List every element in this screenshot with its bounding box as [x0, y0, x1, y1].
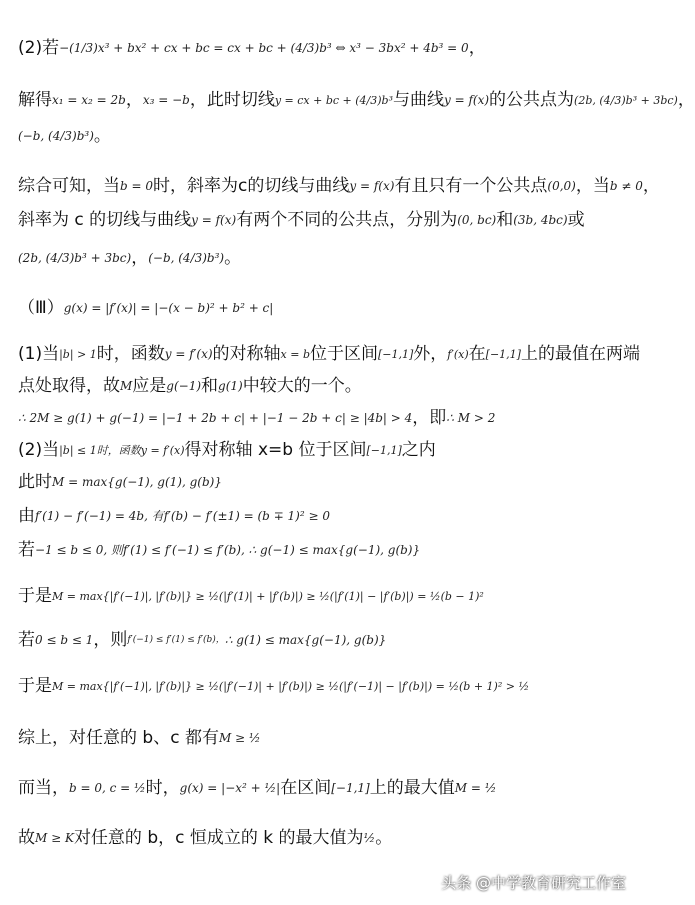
line-13 — [18, 508, 330, 525]
formula: g(x) = |−x² + ½| — [179, 781, 281, 795]
text: 综上，对任意的 b、c 都有 — [18, 728, 219, 748]
formula: b = 0, c = ½ — [69, 781, 146, 795]
text: 若 — [18, 630, 35, 650]
formula: M ≥ ½ — [218, 731, 261, 745]
text: 上的最值在两端 — [520, 344, 640, 364]
formula: [−1,1] — [366, 443, 402, 457]
text: 时，函数 — [96, 344, 165, 364]
formula: −1 ≤ b ≤ 0, 则f′(1) ≤ f′(−1) ≤ f′(b), ∴ g(−1) ≤ max{g(−1), g(b)} — [35, 543, 421, 557]
formula: f′(x) — [447, 347, 469, 361]
text: ，即 — [412, 408, 447, 428]
text: 于是 — [18, 586, 52, 606]
line-14 — [18, 542, 420, 559]
text: 和 — [201, 376, 219, 396]
text: 时，斜率为c的切线与曲线 — [153, 176, 350, 196]
formula: −(1/3)x³ + bx² + cx + bc = cx + bc + (4/3)b³ ⇔ x³ − 3bx² + 4b³ = 0 — [59, 41, 469, 55]
formula: f′(1) − f′(−1) = 4b, 有f′(b) − f′(±1) = (b ∓ 1)² ≥ 0 — [35, 509, 330, 523]
text: 在区间 — [280, 778, 332, 798]
text: (2)若 — [18, 38, 60, 58]
line-6 — [18, 250, 241, 267]
text: 外， — [413, 344, 448, 364]
line-7 — [18, 300, 273, 317]
formula: y = f(x) — [349, 179, 395, 193]
text: 得对称轴 x=b 位于区间 — [184, 440, 367, 460]
text: 的对称轴 — [212, 344, 281, 364]
text: （Ⅲ） — [18, 298, 64, 318]
line-17 — [18, 678, 529, 695]
line-11 — [18, 442, 436, 459]
text: 点处取得，故 — [18, 376, 120, 396]
text: ， — [468, 38, 486, 58]
formula: (0,0) — [547, 179, 576, 193]
text: 斜率为 c 的切线与曲线 — [18, 210, 192, 230]
formula: |b| ≤ 1时，函数y = f′(x) — [59, 443, 185, 457]
text: 应是 — [132, 376, 167, 396]
text: 上的最大值 — [369, 778, 455, 798]
line-4 — [18, 178, 660, 195]
formula: y = f′(x) — [164, 347, 213, 361]
line-19 — [18, 780, 496, 797]
formula: ½ — [363, 831, 376, 845]
text: (1)当 — [18, 344, 60, 364]
text: (2)当 — [18, 440, 60, 460]
formula: (3b, 4bc) — [513, 213, 568, 227]
line-12 — [18, 474, 222, 491]
text: 之内 — [401, 440, 436, 460]
line-5 — [18, 212, 585, 229]
formula: x₃ = −b — [142, 93, 190, 107]
formula: M = max{g(−1), g(1), g(b)} — [52, 475, 222, 489]
line-16 — [18, 632, 386, 649]
formula: y = f(x) — [191, 213, 237, 227]
text: 解得 — [18, 90, 52, 110]
text: ， — [131, 248, 149, 268]
watermark: 头条 @中学教育研究工作室 — [441, 874, 626, 892]
text: 。 — [375, 828, 393, 848]
text: 而当， — [18, 778, 69, 798]
text: ， — [677, 90, 695, 110]
text: 于是 — [18, 676, 52, 696]
formula: y = f(x) — [444, 93, 490, 107]
line-3 — [18, 128, 111, 145]
formula: M — [120, 379, 133, 393]
text: 和 — [496, 210, 514, 230]
formula: ∴ M > 2 — [446, 411, 496, 425]
formula: b = 0 — [120, 179, 153, 193]
formula: [−1,1] — [485, 347, 521, 361]
formula: M = ½ — [454, 781, 497, 795]
formula: f′(−1) ≤ f′(1) ≤ f′(b)， — [127, 634, 225, 645]
formula: ∴ 2M ≥ g(1) + g(−1) = |−1 + 2b + c| + |−1 − 2b + c| ≥ |4b| > 4 — [18, 411, 413, 425]
line-9 — [18, 378, 362, 395]
text: ，则 — [93, 630, 128, 650]
text: 。 — [93, 126, 111, 146]
text: 有且只有一个公共点 — [394, 176, 548, 196]
text: 位于区间 — [310, 344, 378, 364]
line-15 — [18, 588, 484, 605]
line-8 — [18, 346, 640, 363]
text: 或 — [567, 210, 585, 230]
formula: g(−1) — [166, 379, 202, 393]
line-20 — [18, 830, 392, 847]
formula: M = max{|f′(−1)|, |f′(b)|} ≥ ½(|f′(1)| + |f′(b)|) ≥ ½(|f′(1)| − |f′(b)|) = ½(b − 1)² — [52, 589, 484, 603]
text: 时， — [145, 778, 180, 798]
text: ，此时切线 — [189, 90, 275, 110]
formula: (−b, (4/3)b³) — [148, 251, 225, 265]
text: 综合可知，当 — [18, 176, 120, 196]
formula: g(x) = |f′(x)| = |−(x − b)² + b² + c| — [63, 301, 274, 315]
formula: M = max{|f′(−1)|, |f′(b)|} ≥ ½(|f′(−1)| + |f′(b)|) ≥ ½(|f′(−1)| − |f′(b)|) = ½(b + 1)² > ½ — [52, 679, 530, 693]
formula: (2b, (4/3)b³ + 3bc) — [18, 251, 132, 265]
text: 有两个不同的公共点，分别为 — [236, 210, 458, 230]
formula: x = b — [280, 347, 310, 361]
text: 的公共点为 — [489, 90, 575, 110]
formula: [−1,1] — [331, 781, 370, 795]
text: 此时 — [18, 472, 52, 492]
formula: b ≠ 0 — [609, 179, 643, 193]
formula: (2b, (4/3)b³ + 3bc) — [574, 93, 678, 107]
text: ， — [642, 176, 660, 196]
formula: (0, bc) — [457, 213, 497, 227]
formula: [−1,1] — [378, 347, 414, 361]
formula: g(1) — [218, 379, 243, 393]
formula: x₁ = x₂ = 2b — [52, 93, 126, 107]
text: 故 — [18, 828, 35, 848]
formula: |b| > 1 — [59, 347, 97, 361]
formula: (−b, (4/3)b³) — [18, 129, 94, 143]
text: 与曲线 — [393, 90, 444, 110]
formula: y = cx + bc + (4/3)b³ — [274, 93, 393, 107]
text: 在 — [468, 344, 486, 364]
formula: 0 ≤ b ≤ 1 — [35, 633, 94, 647]
line-10 — [18, 410, 495, 427]
text: 对任意的 b，c 恒成立的 k 的最大值为 — [73, 828, 364, 848]
line-18 — [18, 730, 261, 747]
formula: ∴ g(1) ≤ max{g(−1), g(b)} — [224, 633, 387, 647]
text: 若 — [18, 540, 35, 560]
text: 中较大的一个。 — [242, 376, 362, 396]
text: ，当 — [575, 176, 610, 196]
formula: M ≥ K — [35, 831, 74, 845]
text: 。 — [224, 248, 242, 268]
text: 由 — [18, 506, 35, 526]
text: ， — [125, 90, 143, 110]
line-1 — [18, 40, 486, 57]
line-2 — [18, 92, 695, 109]
